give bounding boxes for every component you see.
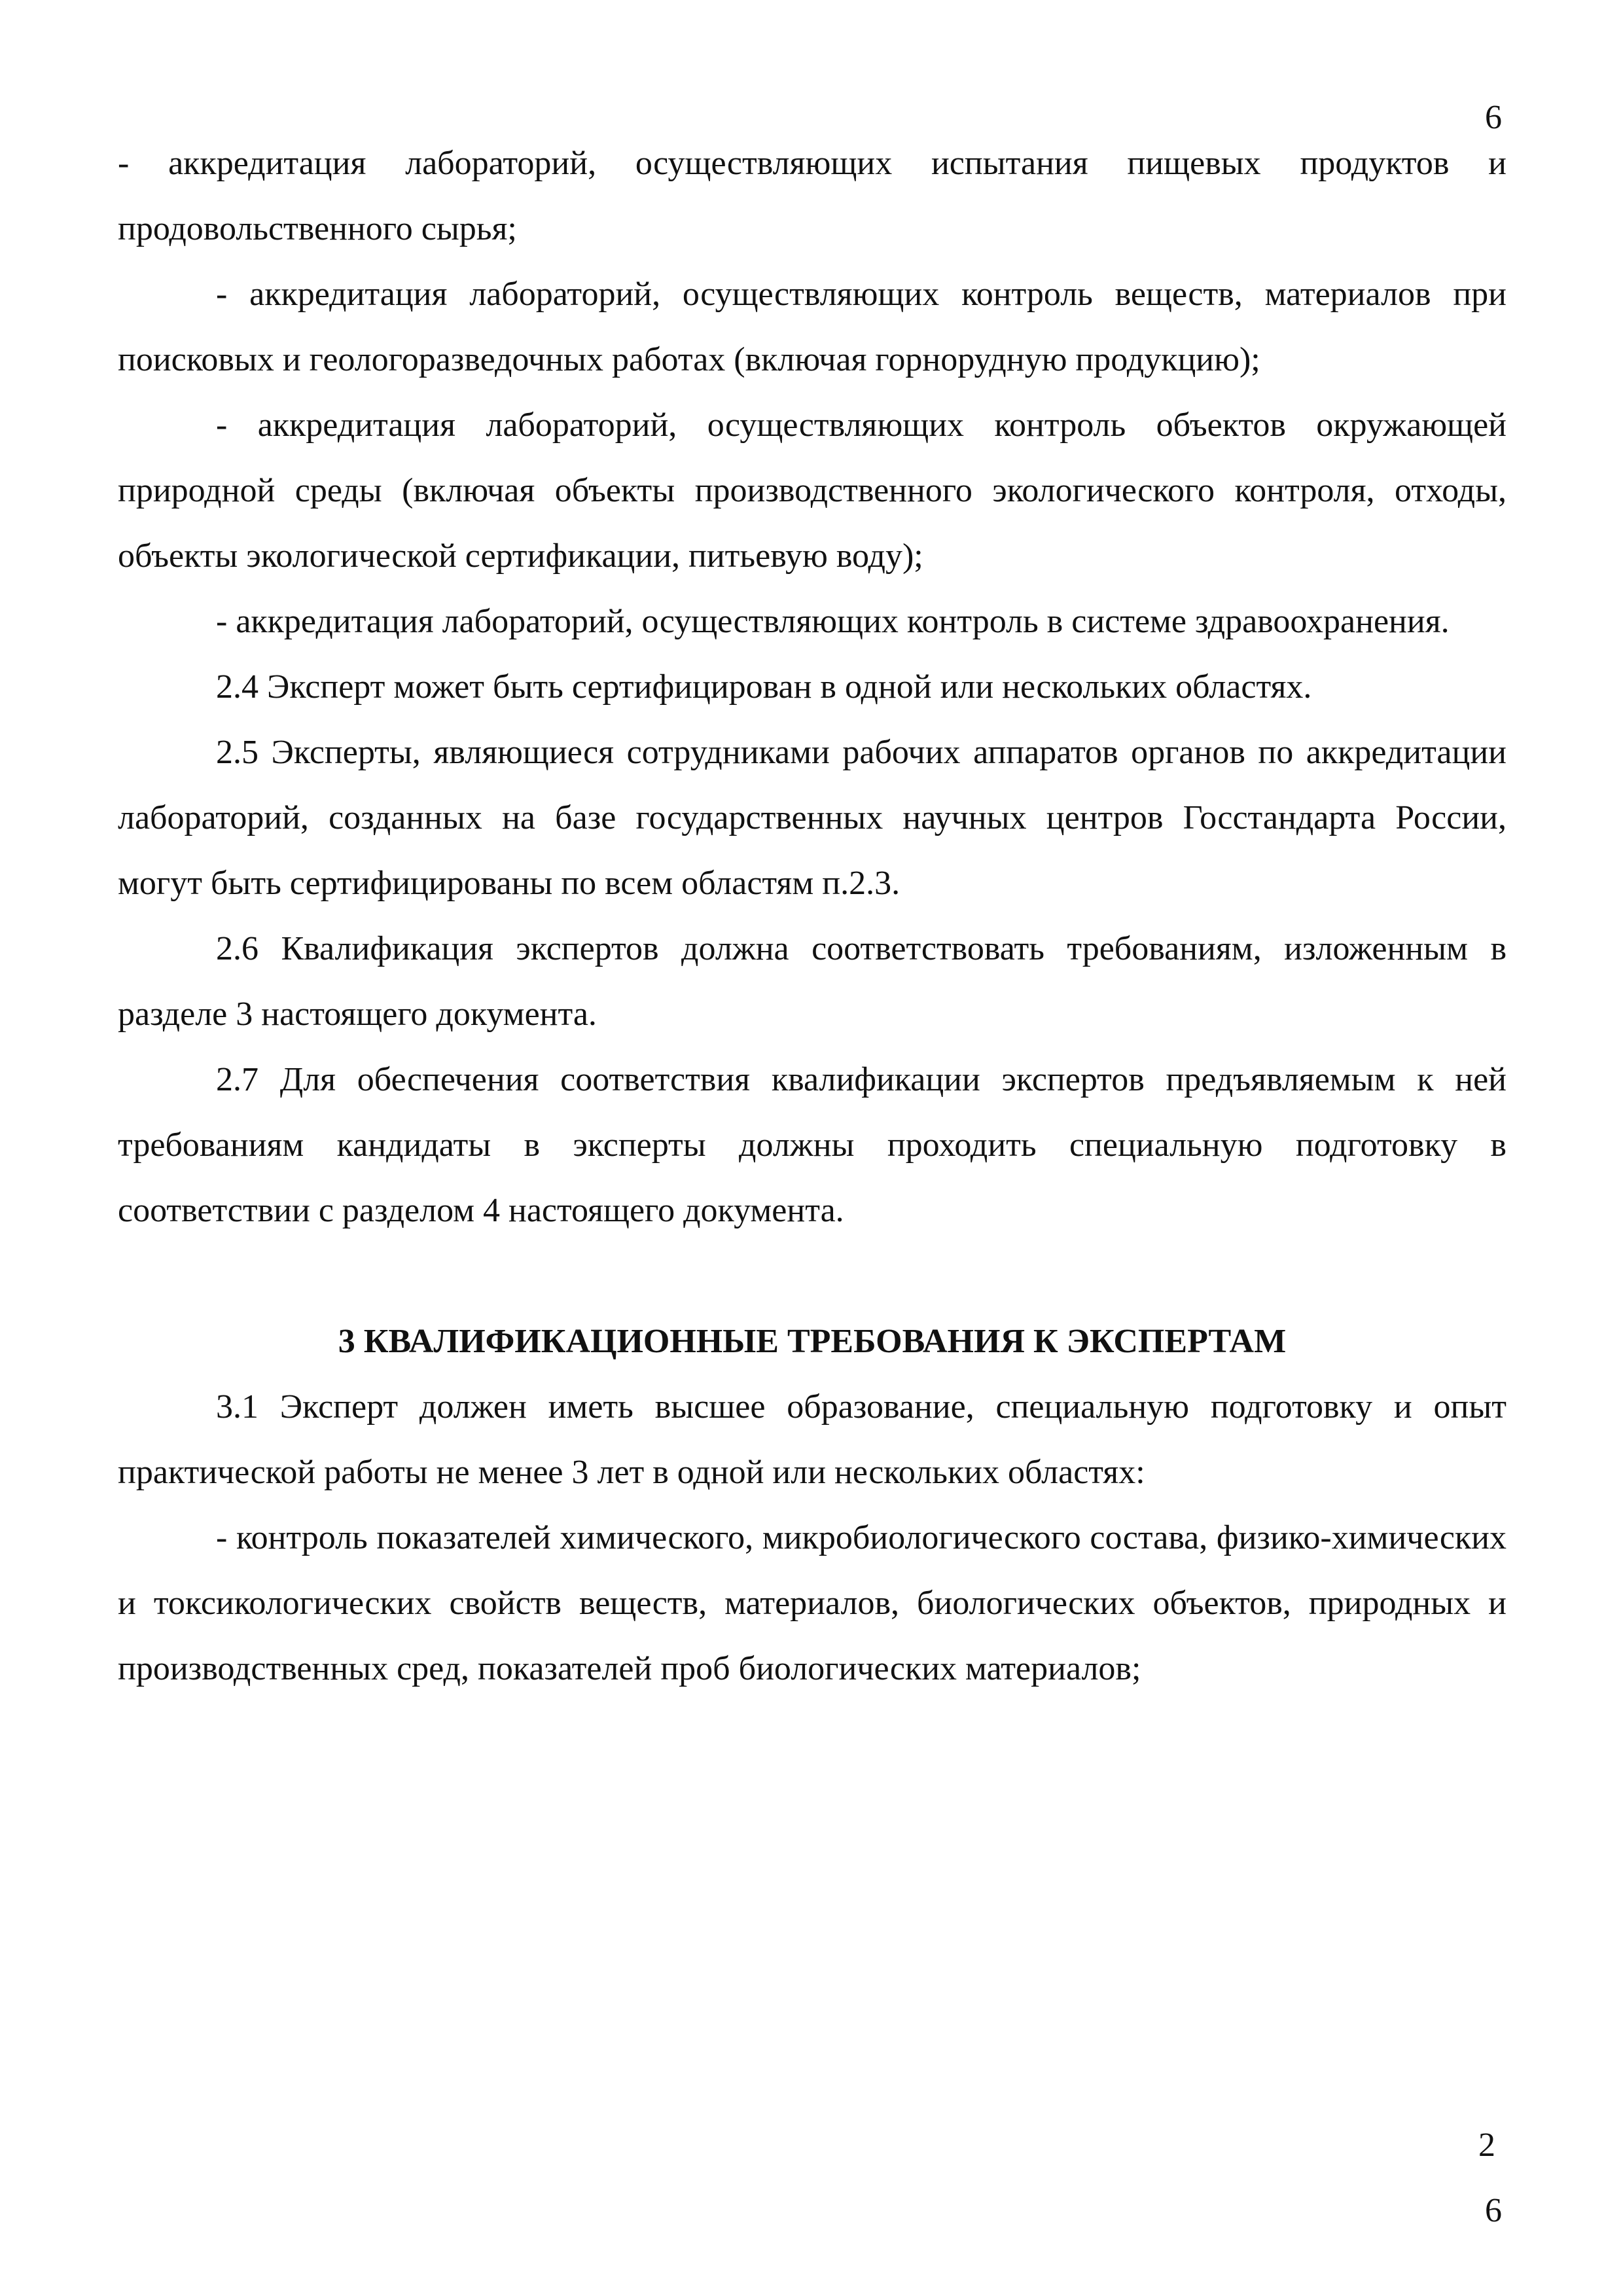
paragraph-geology-labs: - аккредитация лабораторий, осуществляющих контроль веществ, материалов при поисковых и геологоразведочных работах (включая горнорудную продукцию);: [118, 276, 1507, 378]
page-number-bottom-a: 2: [1478, 2126, 1495, 2164]
page-number-top: 6: [1485, 99, 1502, 136]
paragraph-2-6: 2.6 Квалификация экспертов должна соответствовать требованиям, изложенным в разделе 3 настоящего документа.: [118, 930, 1507, 1033]
page-number-bottom-b: 6: [1485, 2192, 1502, 2229]
paragraph-health-labs: - аккредитация лабораторий, осуществляющих контроль в системе здравоохранения.: [216, 603, 1450, 640]
paragraph-3-1: 3.1 Эксперт должен иметь высшее образование, специальную подготовку и опыт практической работы не менее 3 лет в одной или нескольких областях:: [118, 1388, 1507, 1491]
paragraph-2-4: 2.4 Эксперт может быть сертифицирован в одной или нескольких областях.: [216, 668, 1312, 706]
paragraph-food-labs: - аккредитация лабораторий, осуществляющих испытания пищевых продуктов и продовольственного сырья;: [118, 145, 1507, 247]
paragraph-control-indicators: - контроль показателей химического, микробиологического состава, физико-химических и токсикологических свойств веществ, материалов, биологических объектов, природных и производственных сред, показателей проб биологических материалов;: [118, 1519, 1507, 1687]
page-body: [118, 131, 1507, 1702]
paragraph-2-5: 2.5 Эксперты, являющиеся сотрудниками рабочих аппаратов органов по аккредитации лабораторий, созданных на базе государственных научных центров Госстандарта России, могут быть сертифицированы по всем областям п.2.3.: [118, 734, 1507, 902]
section-3-heading: 3 КВАЛИФИКАЦИОННЫЕ ТРЕБОВАНИЯ К ЭКСПЕРТАМ: [338, 1323, 1287, 1360]
paragraph-environment-labs: - аккредитация лабораторий, осуществляющих контроль объектов окружающей природной среды (включая объекты производственного экологического контроля, отходы, объекты экологической сертификации, питьевую воду);: [118, 406, 1507, 575]
paragraph-2-7: 2.7 Для обеспечения соответствия квалификации экспертов предъявляемым к ней требованиям кандидаты в эксперты должны проходить специальную подготовку в соответствии с разделом 4 настоящего документа.: [118, 1061, 1507, 1229]
